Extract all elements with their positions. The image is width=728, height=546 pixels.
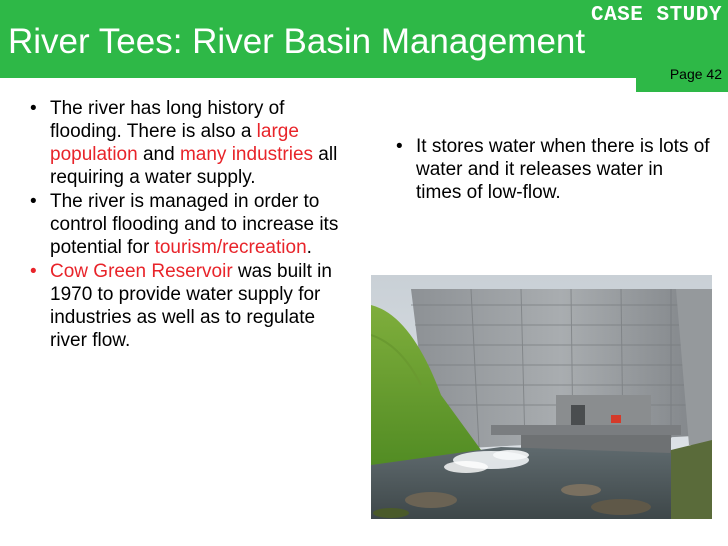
bullet-cow-green-reservoir: • Cow Green Reservoir was built in 1970 to provide water supply for industries as well as to regulate river flow. xyxy=(26,260,346,352)
bullet-flooding-history: • The river has long history of flooding. There is also a large population and many industries all requiring a water supply. xyxy=(26,97,346,189)
right-bullet-list xyxy=(392,135,712,205)
highlight-many-industries: many industries xyxy=(179,144,314,165)
highlight-cow-green-reservoir: Cow Green Reservoir xyxy=(50,261,233,282)
highlight-large-population: large population xyxy=(50,121,299,165)
left-bullet-list xyxy=(26,97,346,353)
bullet-stores-water: • It stores water when there is lots of water and it releases water in times of low-flow. xyxy=(392,135,712,204)
case-study-label: CASE STUDY xyxy=(590,4,722,27)
dam-photo xyxy=(371,275,712,519)
slide-title: River Tees: River Basin Management xyxy=(8,22,586,61)
highlight-tourism-recreation: tourism/recreation xyxy=(154,237,307,258)
header-bar xyxy=(0,0,728,82)
dam-illustration xyxy=(371,275,712,519)
page-reference: Page 42 xyxy=(669,66,722,82)
bullet-river-managed: • The river is managed in order to control flooding and to increase its potential for tourism/recreation. xyxy=(26,190,346,259)
